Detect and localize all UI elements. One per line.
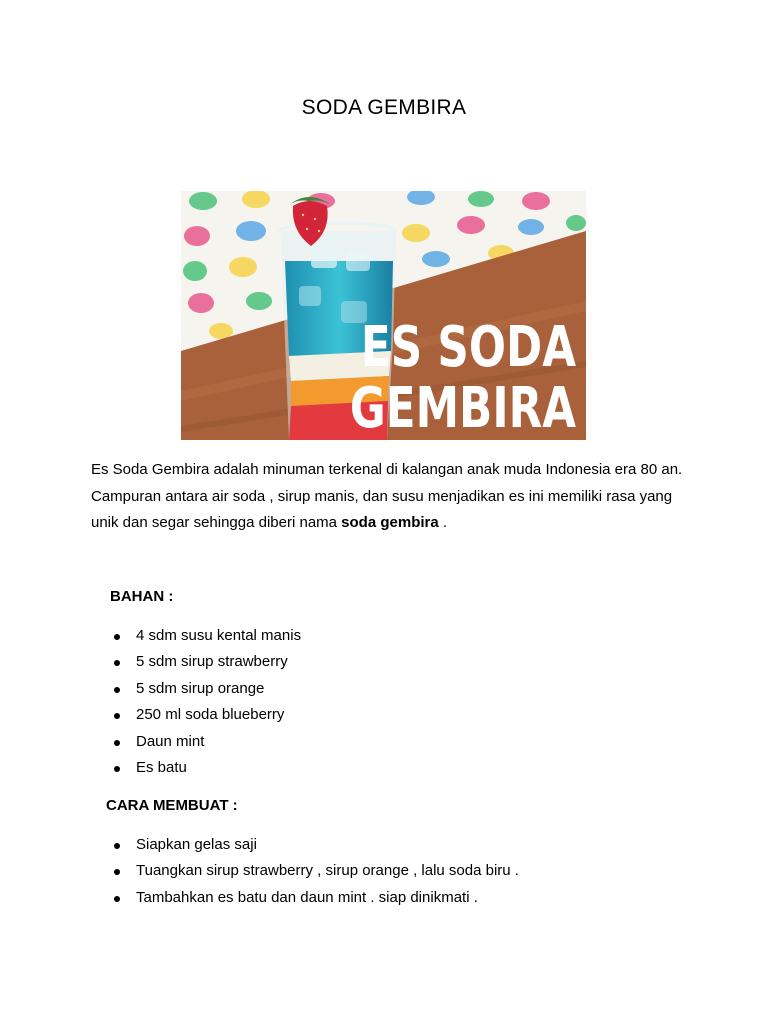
list-item: Es batu — [114, 755, 301, 781]
list-item: 5 sdm sirup orange — [114, 676, 301, 702]
list-item: Tuangkan sirup strawberry , sirup orange , lalu soda biru . — [114, 858, 519, 884]
bahan-heading: BAHAN : — [110, 588, 174, 605]
list-item: 5 sdm sirup strawberry — [114, 649, 301, 675]
list-item: 4 sdm susu kental manis — [114, 623, 301, 649]
list-item: Siapkan gelas saji — [114, 832, 519, 858]
photo-overlay-line2: GEMBIRA — [349, 374, 576, 440]
intro-paragraph — [91, 457, 691, 537]
intro-text: Es Soda Gembira adalah minuman terkenal di kalangan anak muda Indonesia era 80 an. Campuran antara air soda , sirup manis, dan susu menjadikan es ini memiliki rasa yang unik dan segar sehingga diberi nama — [91, 461, 683, 531]
intro-bold: soda gembira — [341, 514, 439, 531]
list-item: Daun mint — [114, 729, 301, 755]
cara-list — [114, 832, 519, 911]
soda-gembira-photo — [181, 191, 586, 440]
list-item: Tambahkan es batu dan daun mint . siap dinikmati . — [114, 885, 519, 911]
photo-overlay-line1: ES SODA — [360, 313, 576, 380]
document-title: SODA GEMBIRA — [301, 96, 467, 119]
bahan-list — [114, 623, 301, 781]
list-item: 250 ml soda blueberry — [114, 702, 301, 728]
intro-tail: . — [438, 514, 448, 531]
cara-heading: CARA MEMBUAT : — [106, 797, 238, 814]
